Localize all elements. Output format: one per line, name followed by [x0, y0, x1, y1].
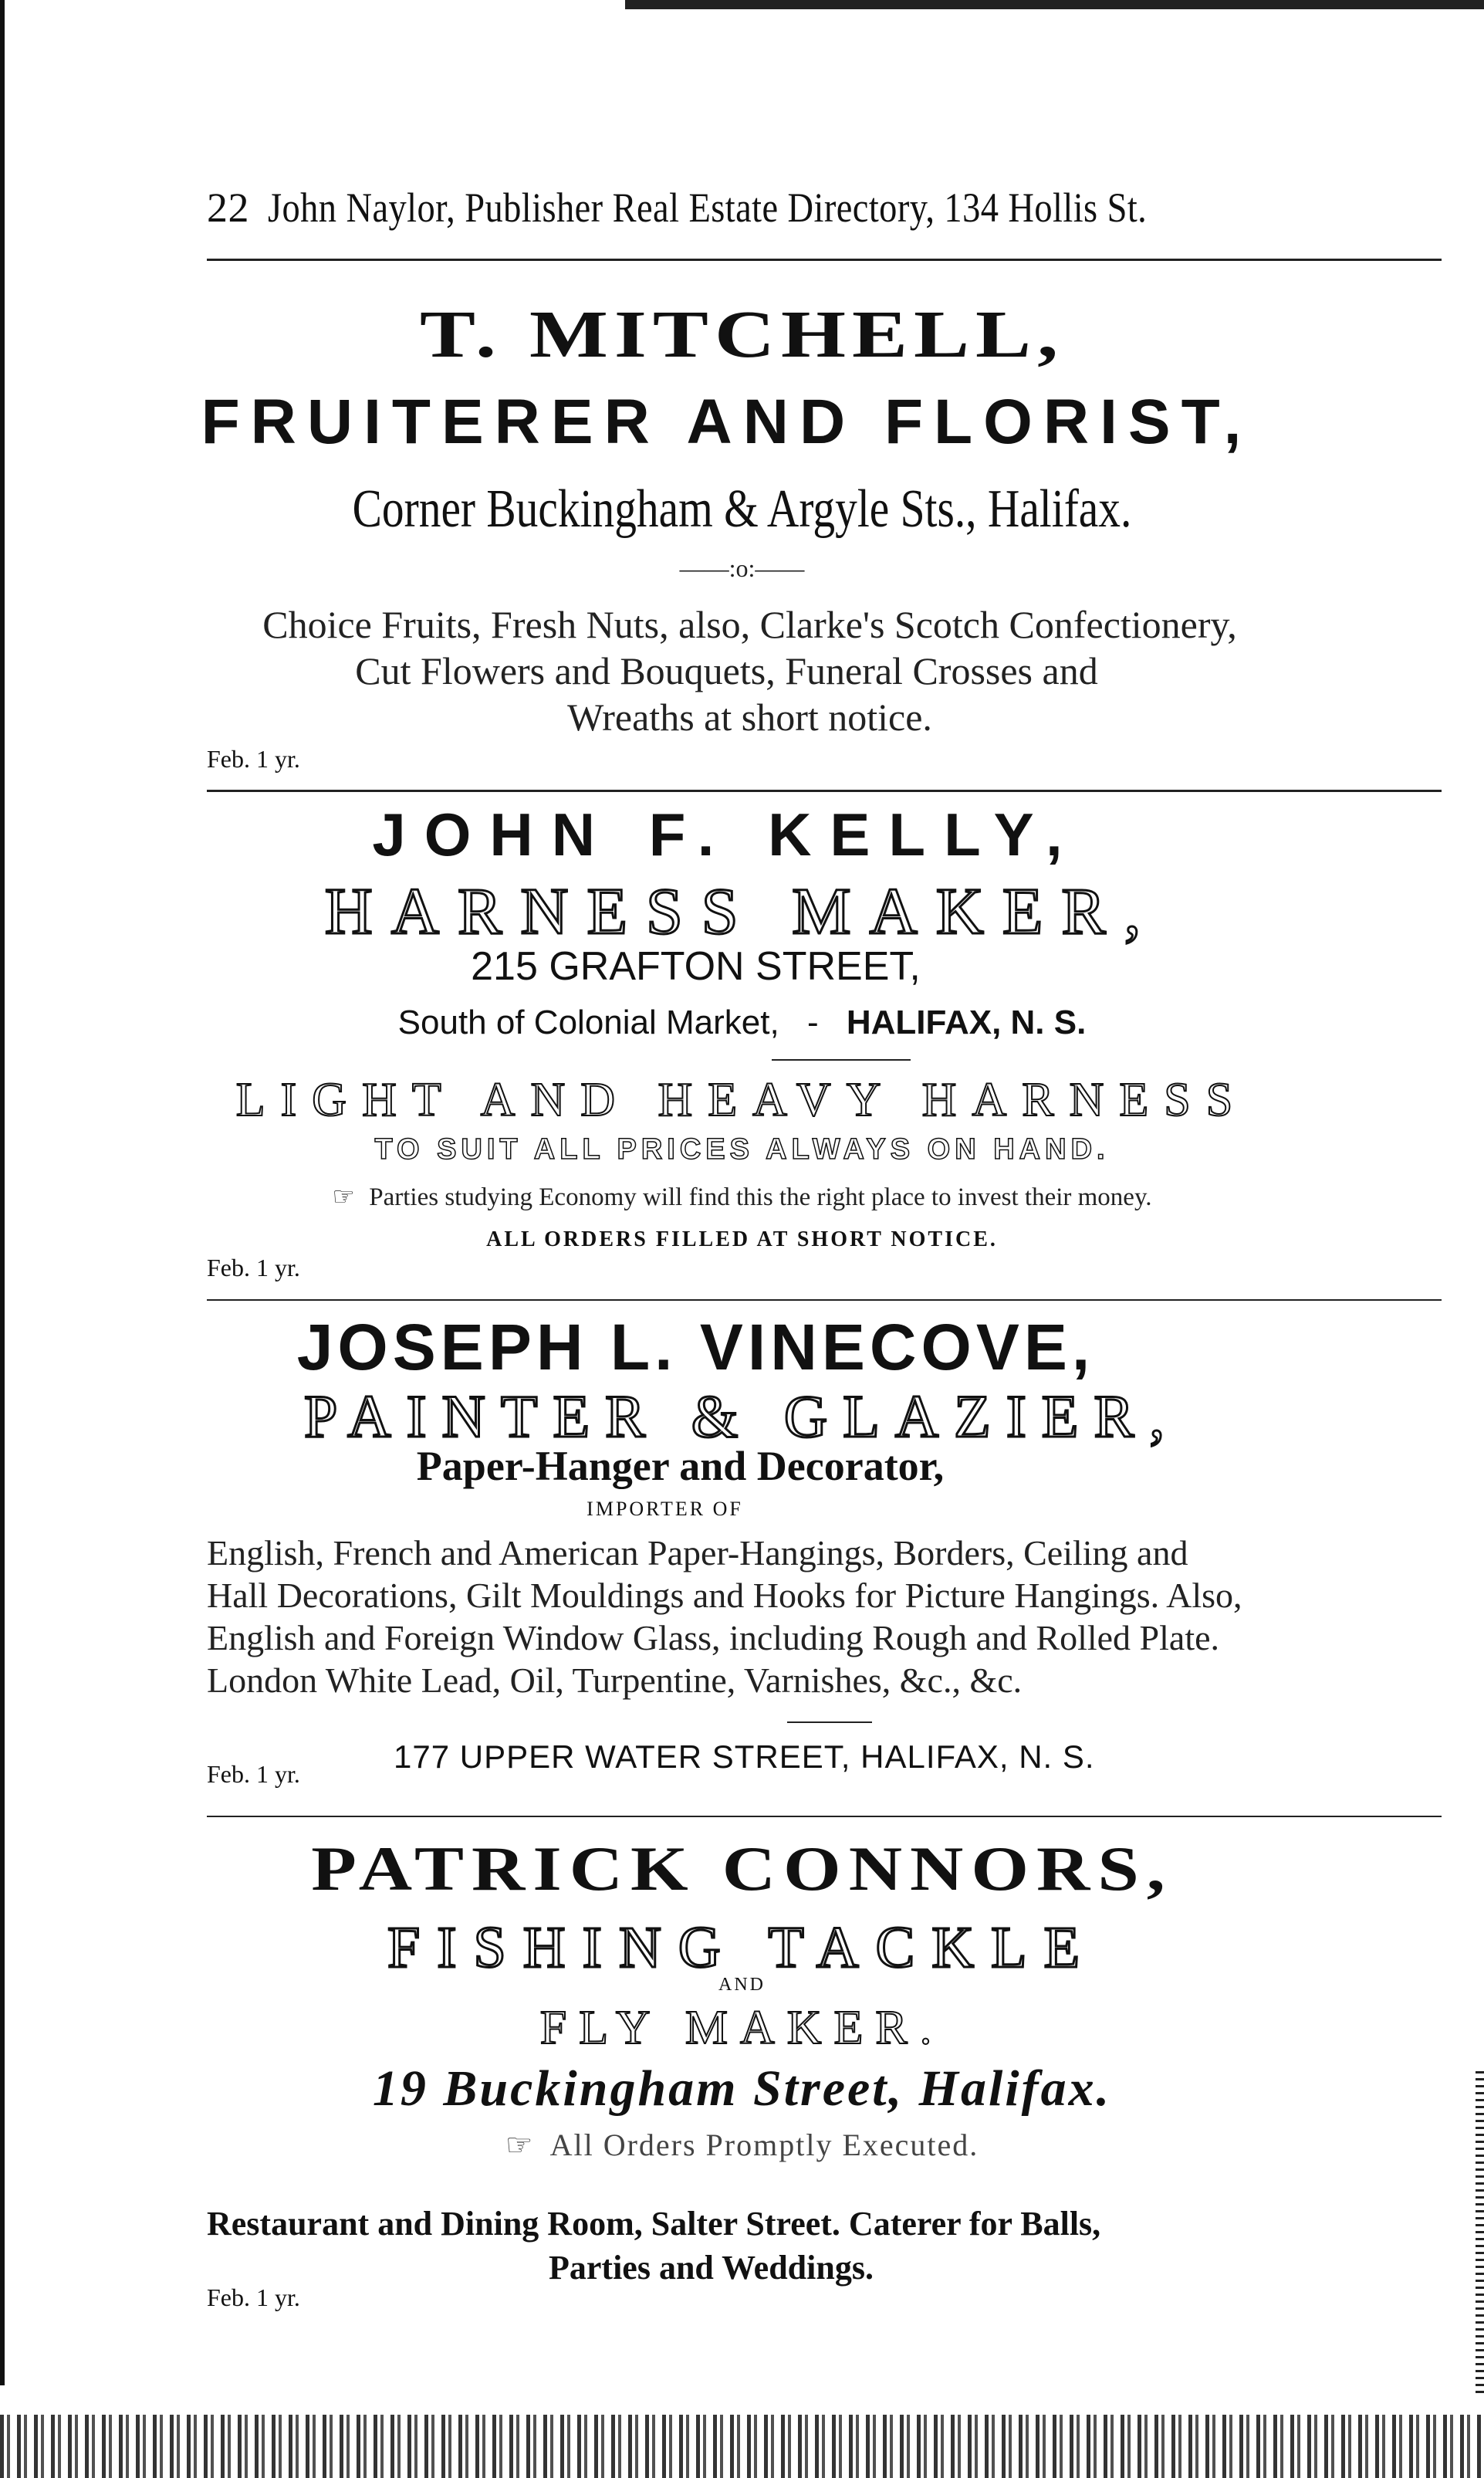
ad-mitchell-desc-line: Choice Fruits, Fresh Nuts, also, Clarke's Scotch Confectionery,: [262, 603, 1237, 646]
ad-vinecove-short-rule: [787, 1721, 872, 1723]
ad-kelly-note: [0, 1181, 1484, 1212]
ad-kelly-short-rule: [772, 1059, 911, 1061]
ad-vinecove-term: Feb. 1 yr.: [207, 1760, 300, 1788]
ad-vinecove-importer: IMPORTER OF: [587, 1498, 743, 1520]
ad-connors-note-text: All Orders Promptly Executed.: [549, 2128, 979, 2162]
ad-vinecove-name: JOSEPH L. VINECOVE,: [296, 1311, 1095, 1383]
ad-divider: [207, 1816, 1442, 1817]
ad-vinecove-desc-line: London White Lead, Oil, Turpentine, Varnishes, &c., &c.: [207, 1660, 1023, 1700]
ad-kelly-orders: ALL ORDERS FILLED AT SHORT NOTICE.: [486, 1227, 998, 1251]
ad-kelly-note-text: Parties studying Economy will find this the right place to invest their money.: [369, 1183, 1152, 1211]
ad-connors-name: PATRICK CONNORS,: [311, 1833, 1173, 1904]
scan-bottom-edge: [0, 2415, 1484, 2478]
ad-divider: [207, 790, 1442, 792]
ad-kelly-location: [0, 1004, 1484, 1042]
ad-mitchell-name: T. MITCHELL,: [419, 298, 1065, 372]
pointing-hand-icon: ☞: [332, 1183, 356, 1211]
ad-divider: [207, 1299, 1442, 1301]
ad-mitchell-address: Corner Buckingham & Argyle Sts., Halifax.: [352, 479, 1132, 539]
ad-vinecove-trade: PAINTER & GLAZIER,: [304, 1383, 1180, 1450]
ad-connors-restaurant-line: Restaurant and Dining Room, Salter Street. Caterer for Balls,: [207, 2205, 1101, 2243]
running-header: [207, 184, 1290, 232]
ad-connors-address: 19 Buckingham Street, Halifax.: [372, 2060, 1112, 2117]
page-number: 22: [207, 184, 249, 231]
ad-vinecove-desc-line: Hall Decorations, Gilt Mouldings and Hooks for Picture Hangings. Also,: [207, 1576, 1242, 1615]
ad-kelly-location-dash: -: [806, 1004, 819, 1041]
ad-connors-and: AND: [718, 1975, 766, 1995]
ad-kelly-location-left: South of Colonial Market,: [397, 1004, 779, 1041]
pointing-hand-icon: ☞: [505, 2128, 533, 2162]
ad-mitchell-desc-line: Cut Flowers and Bouquets, Funeral Crosses and: [355, 649, 1098, 692]
ad-vinecove-address: 177 UPPER WATER STREET, HALIFAX, N. S.: [394, 1738, 1095, 1775]
ad-vinecove-subtrade: Paper-Hanger and Decorator,: [416, 1443, 945, 1489]
ad-mitchell-desc-line: Wreaths at short notice.: [567, 696, 932, 739]
ad-connors-trade: FISHING TACKLE: [387, 1915, 1097, 1980]
ad-kelly-trade: HARNESS MAKER,: [324, 874, 1160, 948]
ad-mitchell-trade: FRUITERER AND FLORIST,: [201, 387, 1252, 457]
ad-connors-trade-2: FLY MAKER.: [539, 2002, 945, 2054]
ad-connors-term: Feb. 1 yr.: [207, 2283, 300, 2311]
ad-connors-restaurant-line: Parties and Weddings.: [549, 2249, 874, 2287]
ad-kelly-location-right: HALIFAX, N. S.: [846, 1004, 1087, 1041]
header-rule: [207, 259, 1442, 261]
ad-kelly-slogan: LIGHT AND HEAVY HARNESS: [235, 1074, 1249, 1126]
ad-mitchell-term: Feb. 1 yr.: [207, 745, 300, 773]
ad-kelly-name: JOHN F. KELLY,: [372, 801, 1081, 868]
ad-vinecove-desc-line: English, French and American Paper-Hangings, Borders, Ceiling and: [207, 1533, 1188, 1572]
ad-kelly-term: Feb. 1 yr.: [207, 1254, 300, 1281]
ad-mitchell-separator: ——:o:——: [679, 554, 805, 582]
scan-top-bar: [625, 0, 1484, 9]
ad-connors-note: [0, 2127, 1484, 2163]
ad-vinecove-desc-line: English and Foreign Window Glass, including Rough and Rolled Plate.: [207, 1618, 1220, 1657]
ad-kelly-slogan-sub: TO SUIT ALL PRICES ALWAYS ON HAND.: [374, 1133, 1110, 1166]
header-text: John Naylor, Publisher Real Estate Directory, 134 Hollis St.: [268, 184, 1148, 231]
ad-kelly-street: 215 GRAFTON STREET,: [471, 944, 921, 989]
